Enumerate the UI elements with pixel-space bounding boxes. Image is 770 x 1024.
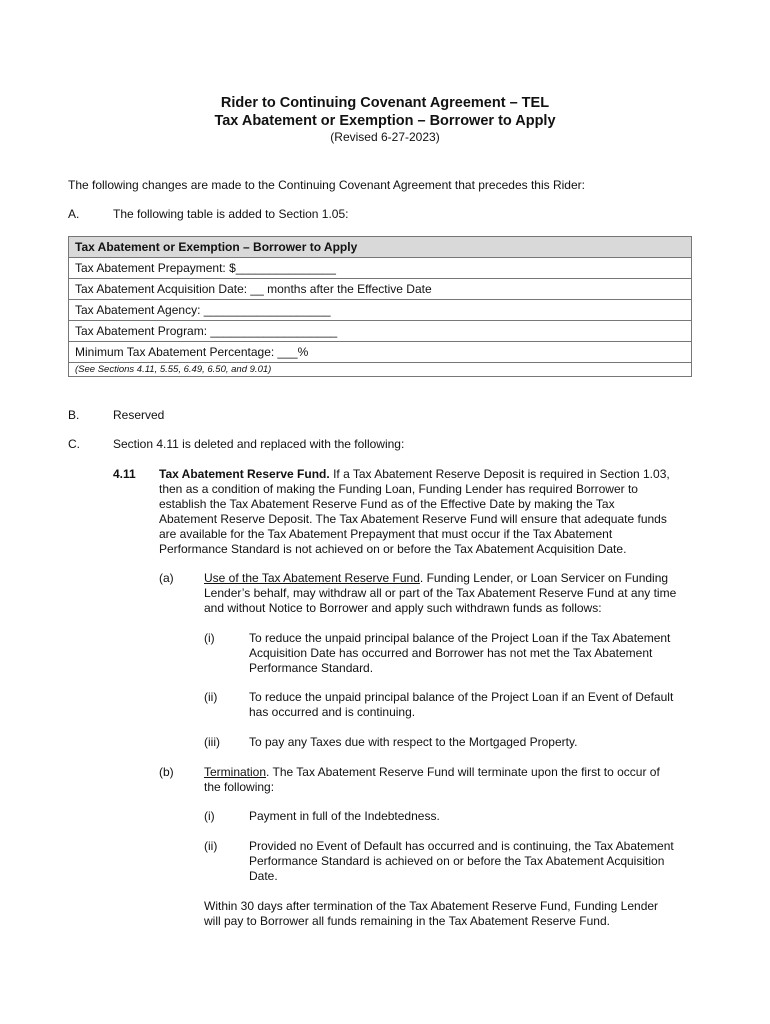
table-row: Tax Abatement Prepayment: $_______________ [69, 258, 692, 279]
item-b-heading: Termination [204, 765, 267, 779]
table-row: Tax Abatement Agency: ___________________ [69, 300, 692, 321]
item-a-line: . Funding Lender, or Loan Servicer on Funding [419, 571, 669, 585]
item-b-closing-line: Within 30 days after termination of the Tax Abatement Reserve Fund, Funding Lender [204, 899, 659, 913]
item-b-ii-marker: (ii) [204, 839, 218, 853]
item-b-i-body [249, 809, 709, 824]
item-a-ii-line: To reduce the unpaid principal balance of the Project Loan if an Event of Default [249, 690, 674, 704]
item-a-line: and without Notice to Borrower and apply such withdrawn funds as follows: [204, 601, 602, 615]
item-a-ii-line: has occurred and is continuing. [249, 705, 416, 719]
item-a-i-line: Acquisition Date has occurred and Borrower has not met the Tax Abatement [249, 646, 653, 660]
item-a-i-body [249, 631, 709, 676]
item-b-closing-line: will pay to Borrower all funds remaining in the Tax Abatement Reserve Fund. [204, 914, 610, 928]
item-a-iii-line: To pay any Taxes due with respect to the Mortgaged Property. [249, 735, 578, 749]
intro-paragraph: The following changes are made to the Continuing Covenant Agreement that precedes this Rider: [68, 178, 585, 192]
item-b-ii-line: Date. [249, 869, 278, 883]
item-b-ii-line: Provided no Event of Default has occurred and is continuing, the Tax Abatement [249, 839, 674, 853]
item-b-ii-line: Performance Standard is achieved on or before the Tax Abatement Acquisition [249, 854, 665, 868]
tax-abatement-table [68, 236, 692, 377]
item-a-ii-marker: (ii) [204, 690, 218, 704]
item-b-i-line: Payment in full of the Indebtedness. [249, 809, 440, 823]
item-a-heading: Use of the Tax Abatement Reserve Fund [204, 571, 420, 585]
document-title-line1: Rider to Continuing Covenant Agreement – TEL [220, 95, 550, 111]
section-411-line: Abatement Reserve Deposit. The Tax Abatement Reserve Fund will ensure that adequate funds [159, 512, 667, 526]
section-a-text: The following table is added to Section 1.05: [113, 207, 349, 221]
section-411-line: are available for the Tax Abatement Prepayment that must occur if the Tax Abatement [159, 527, 613, 541]
item-b-i-marker: (i) [204, 809, 215, 823]
section-411-line: then as a condition of making the Funding Loan, Funding Lender has required Borrower to [159, 482, 638, 496]
item-b-body [204, 765, 714, 795]
section-b-text: Reserved [113, 408, 165, 422]
document-title-line2: Tax Abatement or Exemption – Borrower to Apply [214, 113, 556, 129]
item-b-line: . The Tax Abatement Reserve Fund will terminate upon the first to occur of [266, 765, 660, 779]
table-row: Tax Abatement Program: ___________________ [69, 321, 692, 342]
item-a-iii-body [249, 735, 709, 750]
item-a-i-line: Performance Standard. [249, 661, 374, 675]
item-a-body [204, 571, 714, 616]
item-a-iii-marker: (iii) [204, 735, 220, 749]
section-c-marker: C. [68, 437, 80, 451]
section-411-line: If a Tax Abatement Reserve Deposit is required in Section 1.03, [333, 467, 670, 481]
section-b-marker: B. [68, 408, 80, 422]
item-b-ii-body [249, 839, 709, 884]
section-411-heading: Tax Abatement Reserve Fund. [159, 467, 330, 481]
item-a-line: Lender’s behalf, may withdraw all or part of the Tax Abatement Reserve Fund at any time [204, 586, 677, 600]
table-row: Tax Abatement Acquisition Date: __ months after the Effective Date [69, 279, 692, 300]
item-a-marker: (a) [159, 571, 174, 585]
section-411-body [159, 467, 719, 557]
section-411-number: 4.11 [113, 467, 136, 481]
revision-date: (Revised 6-27-2023) [330, 130, 440, 144]
item-a-i-marker: (i) [204, 631, 215, 645]
item-b-closing [204, 899, 714, 929]
section-411-line: establish the Tax Abatement Reserve Fund as of the Effective Date by making the Tax [159, 497, 615, 511]
item-a-i-line: To reduce the unpaid principal balance of the Project Loan if the Tax Abatement [249, 631, 671, 645]
table-header: Tax Abatement or Exemption – Borrower to Apply [69, 237, 692, 258]
item-b-line: the following: [204, 780, 275, 794]
section-c-text: Section 4.11 is deleted and replaced with the following: [113, 437, 405, 451]
item-b-marker: (b) [159, 765, 174, 779]
table-note: (See Sections 4.11, 5.55, 6.49, 6.50, and 9.01) [69, 363, 692, 377]
table-row: Minimum Tax Abatement Percentage: ___% [69, 342, 692, 363]
item-a-ii-body [249, 690, 709, 720]
section-411-line: Performance Standard is not achieved on or before the Tax Abatement Acquisition Date. [159, 542, 627, 556]
section-a-marker: A. [68, 207, 80, 221]
